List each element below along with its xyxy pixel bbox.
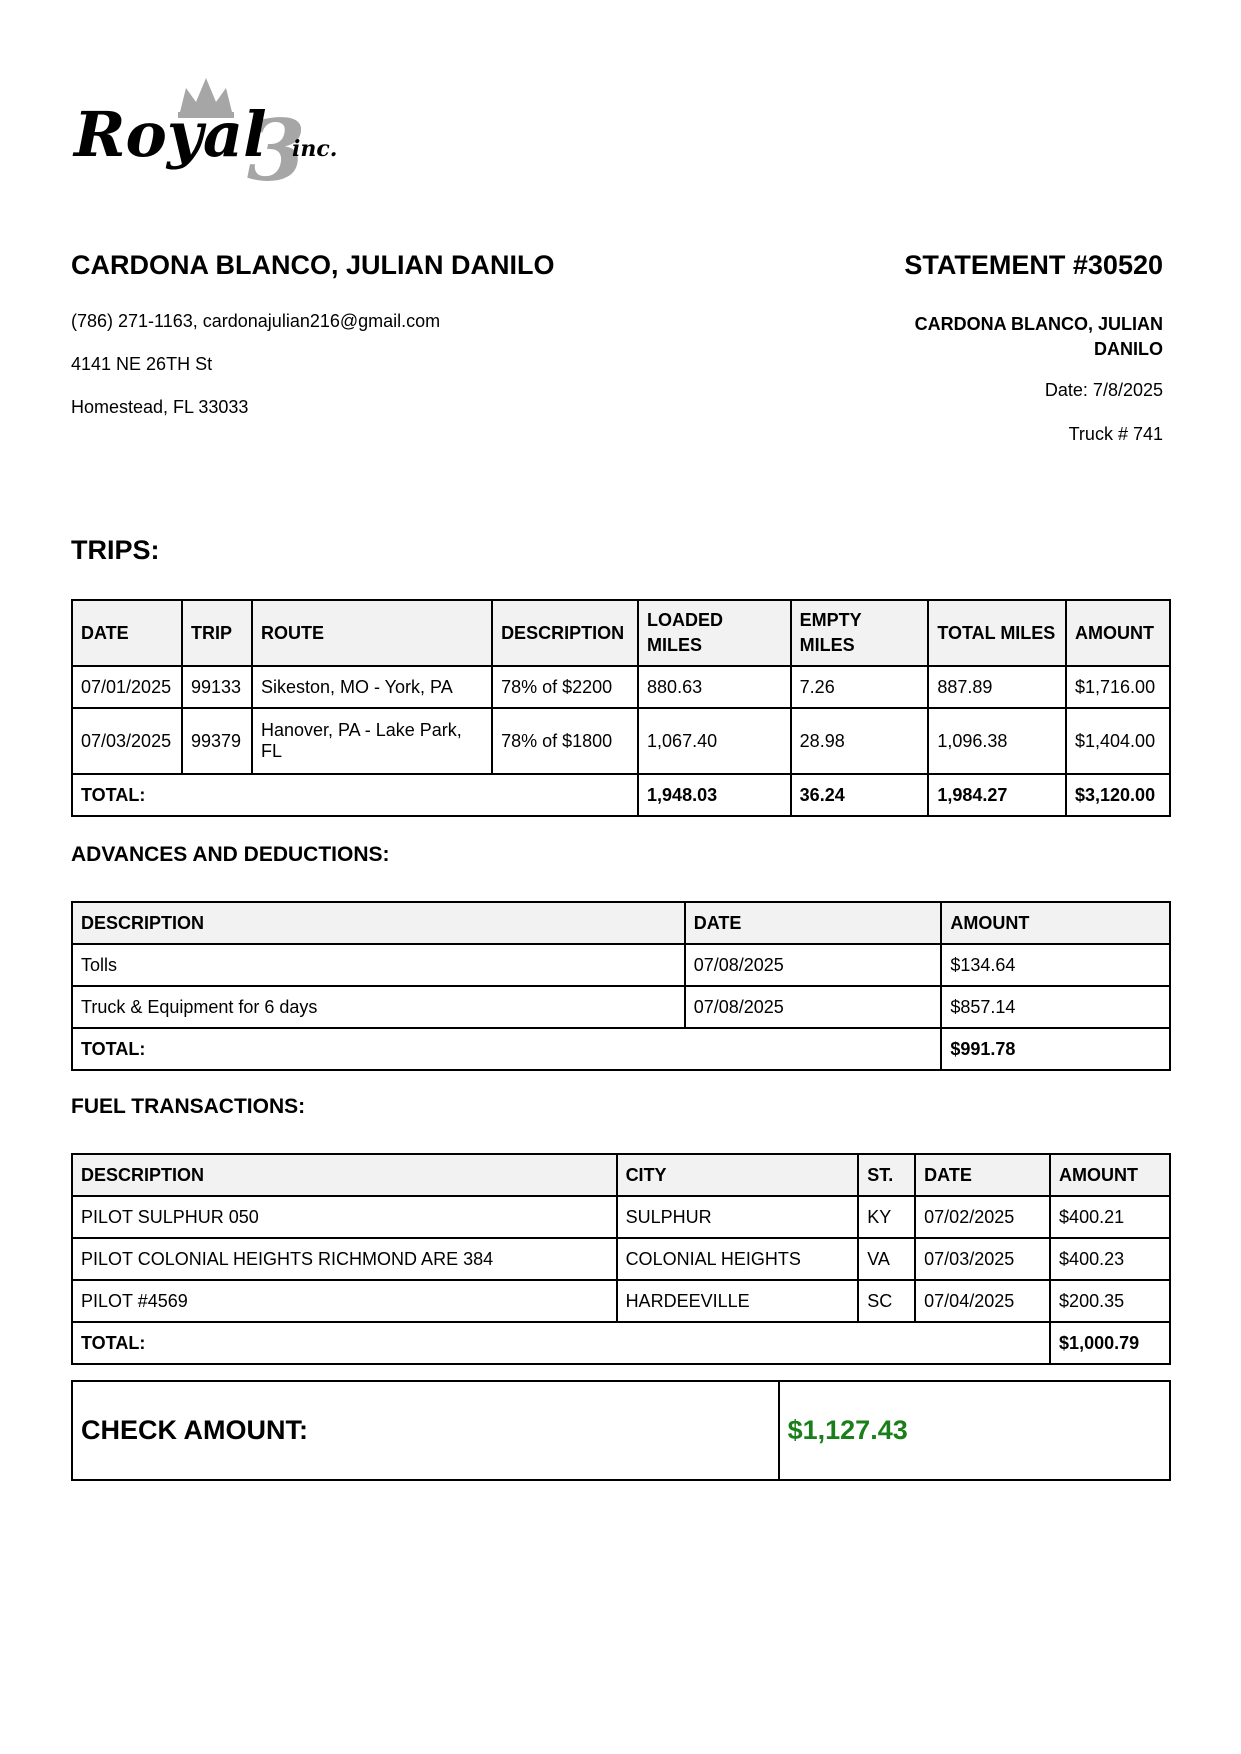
fuel-title: FUEL TRANSACTIONS: bbox=[71, 1095, 306, 1118]
fuel-city: SULPHUR bbox=[617, 1196, 859, 1238]
check-amount-label: CHECK AMOUNT: bbox=[72, 1381, 779, 1480]
fuel-description: PILOT COLONIAL HEIGHTS RICHMOND ARE 384 bbox=[72, 1238, 617, 1280]
trip-route: Hanover, PA - Lake Park, FL bbox=[252, 708, 492, 774]
fuel-header-city: CITY bbox=[617, 1154, 859, 1196]
statement-number: STATEMENT #30520 bbox=[904, 250, 1163, 280]
table-row bbox=[72, 666, 1170, 708]
fuel-city: HARDEEVILLE bbox=[617, 1280, 859, 1322]
advances-title: ADVANCES AND DEDUCTIONS: bbox=[71, 843, 390, 866]
fuel-city: COLONIAL HEIGHTS bbox=[617, 1238, 859, 1280]
check-amount-value: $1,127.43 bbox=[779, 1381, 1170, 1480]
fuel-state: KY bbox=[858, 1196, 915, 1238]
advances-table bbox=[71, 901, 1171, 1071]
driver-address-line1: 4141 NE 26TH St bbox=[71, 354, 213, 374]
trip-loaded-miles: 880.63 bbox=[638, 666, 791, 708]
trips-table bbox=[71, 599, 1171, 817]
fuel-total-row bbox=[72, 1322, 1170, 1364]
fuel-amount: $400.21 bbox=[1050, 1196, 1170, 1238]
fuel-description: PILOT #4569 bbox=[72, 1280, 617, 1322]
trip-amount: $1,404.00 bbox=[1066, 708, 1170, 774]
trips-total-amount: $3,120.00 bbox=[1066, 774, 1170, 816]
advance-amount: $134.64 bbox=[941, 944, 1170, 986]
advances-header-description: DESCRIPTION bbox=[72, 902, 685, 944]
trip-route: Sikeston, MO - York, PA bbox=[252, 666, 492, 708]
table-row bbox=[72, 708, 1170, 774]
driver-address-line2: Homestead, FL 33033 bbox=[71, 397, 249, 417]
trip-description: 78% of $2200 bbox=[492, 666, 638, 708]
fuel-state: VA bbox=[858, 1238, 915, 1280]
fuel-state: SC bbox=[858, 1280, 915, 1322]
fuel-date: 07/03/2025 bbox=[915, 1238, 1050, 1280]
table-row bbox=[72, 986, 1170, 1028]
statement-truck: Truck # 741 bbox=[1068, 424, 1163, 444]
trip-number: 99133 bbox=[182, 666, 252, 708]
advance-amount: $857.14 bbox=[941, 986, 1170, 1028]
table-row bbox=[72, 1196, 1170, 1238]
fuel-header-state: ST. bbox=[858, 1154, 915, 1196]
trips-header-amount: AMOUNT bbox=[1066, 600, 1170, 666]
fuel-table bbox=[71, 1153, 1171, 1365]
fuel-total-label: TOTAL: bbox=[72, 1322, 1050, 1364]
table-row bbox=[72, 944, 1170, 986]
fuel-header-description: DESCRIPTION bbox=[72, 1154, 617, 1196]
fuel-total-amount: $1,000.79 bbox=[1050, 1322, 1170, 1364]
advances-total-label: TOTAL: bbox=[72, 1028, 941, 1070]
trips-header-route: ROUTE bbox=[252, 600, 492, 666]
trip-total-miles: 887.89 bbox=[928, 666, 1066, 708]
advance-description: Truck & Equipment for 6 days bbox=[72, 986, 685, 1028]
advances-header-row bbox=[72, 902, 1170, 944]
advances-header-date: DATE bbox=[685, 902, 942, 944]
fuel-header-row bbox=[72, 1154, 1170, 1196]
logo-numeral: 3 bbox=[247, 101, 306, 196]
statement-date: Date: 7/8/2025 bbox=[1044, 380, 1163, 400]
table-row bbox=[72, 1238, 1170, 1280]
statement-driver-name: CARDONA BLANCO, JULIAN DANILO bbox=[914, 314, 1163, 359]
trips-title: TRIPS: bbox=[71, 535, 160, 565]
advance-date: 07/08/2025 bbox=[685, 944, 942, 986]
trips-total-loaded-miles: 1,948.03 bbox=[638, 774, 791, 816]
fuel-header-amount: AMOUNT bbox=[1050, 1154, 1170, 1196]
trips-total-total-miles: 1,984.27 bbox=[928, 774, 1066, 816]
trip-date: 07/03/2025 bbox=[72, 708, 182, 774]
fuel-amount: $400.23 bbox=[1050, 1238, 1170, 1280]
table-row bbox=[72, 1280, 1170, 1322]
trips-total-label: TOTAL: bbox=[72, 774, 638, 816]
fuel-description: PILOT SULPHUR 050 bbox=[72, 1196, 617, 1238]
trip-empty-miles: 28.98 bbox=[791, 708, 929, 774]
trips-header-trip: TRIP bbox=[182, 600, 252, 666]
logo-suffix: inc. bbox=[292, 136, 338, 162]
advances-total-row bbox=[72, 1028, 1170, 1070]
trip-date: 07/01/2025 bbox=[72, 666, 182, 708]
logo-brand: Royal bbox=[74, 98, 267, 171]
trips-total-empty-miles: 36.24 bbox=[791, 774, 929, 816]
trips-header-total-miles: TOTAL MILES bbox=[928, 600, 1066, 666]
trip-total-miles: 1,096.38 bbox=[928, 708, 1066, 774]
royal-3-inc-logo bbox=[72, 76, 392, 196]
advance-date: 07/08/2025 bbox=[685, 986, 942, 1028]
trips-header-description: DESCRIPTION bbox=[492, 600, 638, 666]
trip-number: 99379 bbox=[182, 708, 252, 774]
trips-header-empty-miles: EMPTY MILES bbox=[791, 600, 929, 666]
advances-header-amount: AMOUNT bbox=[941, 902, 1170, 944]
trips-total-row bbox=[72, 774, 1170, 816]
fuel-amount: $200.35 bbox=[1050, 1280, 1170, 1322]
advance-description: Tolls bbox=[72, 944, 685, 986]
advances-total-amount: $991.78 bbox=[941, 1028, 1170, 1070]
trip-description: 78% of $1800 bbox=[492, 708, 638, 774]
trip-empty-miles: 7.26 bbox=[791, 666, 929, 708]
driver-contact: (786) 271-1163, cardonajulian216@gmail.com bbox=[71, 311, 441, 331]
check-amount-table bbox=[71, 1380, 1171, 1481]
trip-loaded-miles: 1,067.40 bbox=[638, 708, 791, 774]
fuel-date: 07/04/2025 bbox=[915, 1280, 1050, 1322]
trips-header-loaded-miles: LOADED MILES bbox=[638, 600, 791, 666]
check-amount-row bbox=[72, 1381, 1170, 1480]
trips-header-row bbox=[72, 600, 1170, 666]
trip-amount: $1,716.00 bbox=[1066, 666, 1170, 708]
driver-name: CARDONA BLANCO, JULIAN DANILO bbox=[71, 250, 555, 280]
trips-header-date: DATE bbox=[72, 600, 182, 666]
fuel-date: 07/02/2025 bbox=[915, 1196, 1050, 1238]
fuel-header-date: DATE bbox=[915, 1154, 1050, 1196]
